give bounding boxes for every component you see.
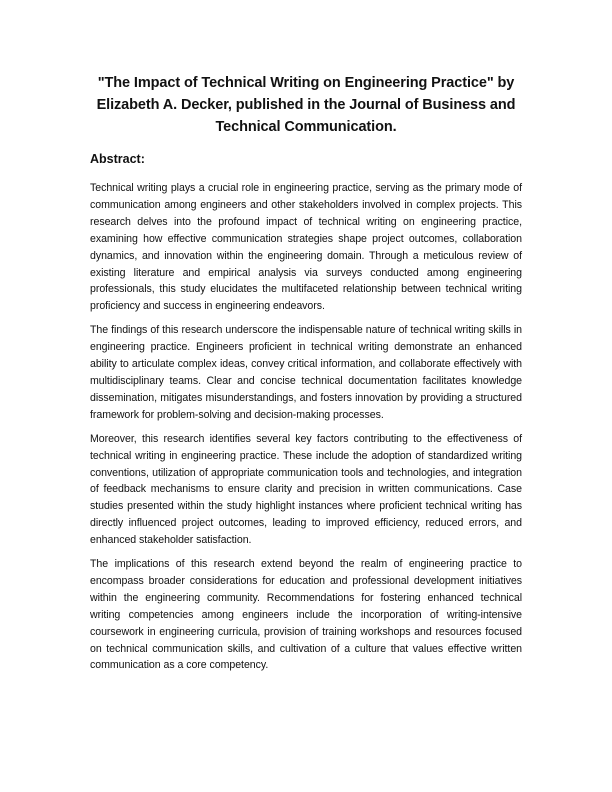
document-title: "The Impact of Technical Writing on Engineering Practice" by Elizabeth A. Decker, published in the Journal of Business and Technical Communication. xyxy=(96,75,516,135)
abstract-paragraph: Moreover, this research identifies several key factors contributing to the effectiveness of technical writing in engineering practice. These include the adoption of standardized writing conventions, utilization of appropriate communication tools and technologies, and integration of feedback mechanisms to ensure clarity and precision in written communications. Case studies presented within the study highlight instances where proficient technical writing has directly influenced project outcomes, leading to improved efficiency, reduced errors, and enhanced stakeholder satisfaction. xyxy=(90,432,522,547)
abstract-heading: Abstract: xyxy=(90,152,145,166)
abstract-paragraph: The findings of this research underscore the indispensable nature of technical writing skills in engineering practice. Engineers proficient in technical writing demonstrate an enhanced ability to articulate complex ideas, convey critical information, and collaborate effectively with multidisciplinary teams. Clear and concise technical documentation facilitates knowledge dissemination, mitigates misunderstandings, and fosters innovation by providing a structured framework for problem-solving and decision-making processes. xyxy=(90,324,522,421)
abstract-paragraph: The implications of this research extend beyond the realm of engineering practice to encompass broader considerations for education and professional development initiatives within the engineering community. Recommendations for fostering enhanced technical writing competencies among engineers include the incorporation of writing-intensive coursework in engineering curricula, provision of training workshops and resources focused on technical communication skills, and cultivation of a culture that values effective written communication as a core competency. xyxy=(90,558,522,672)
abstract-paragraph: Technical writing plays a crucial role in engineering practice, serving as the primary mode of communication among engineers and other stakeholders involved in complex projects. This research delves into the profound impact of technical writing on engineering practice, examining how effective communication strategies shape project outcomes, collaboration dynamics, and innovation within the engineering domain. Through a meticulous review of existing literature and empirical analysis via surveys conducted among engineering professionals, this study elucidates the multifaceted relationship between technical writing proficiency and success in engineering endeavors. xyxy=(90,182,522,313)
document-body xyxy=(90,72,522,674)
